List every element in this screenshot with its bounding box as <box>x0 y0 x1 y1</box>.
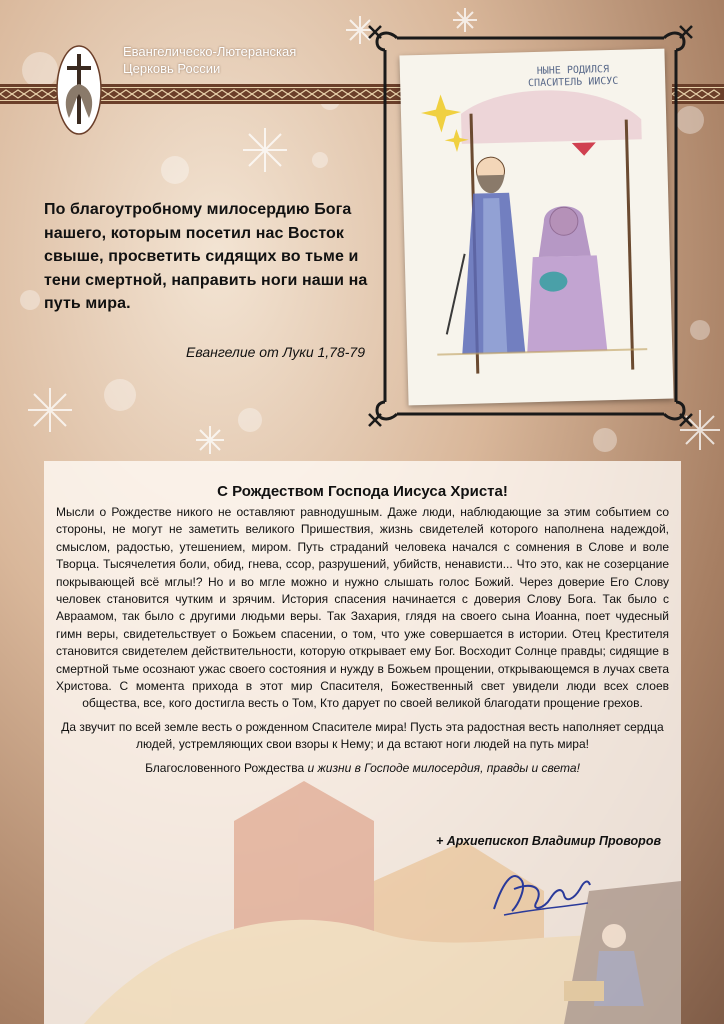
letter-paragraph-1: Мысли о Рождестве никого не оставляют равнодушным. Даже люди, наблюдающие за этим событием со стороны, не могут не заметить великого Пришествия, жизнь свидетелей которого наполнена надеждой, смыслом, радостью, утешением, миром. Путь страданий человека начался с сомнения в Слове и воле Творца. Тысячелетия боли, обид, гнева, ссор, разрушений, убийств, ненависти... Что это, как не созерцание покрывающей всё мглы!? Но и во мгле можно и нужно слышать голос Божий. Через доверие Его Слову человек становится чутким и зрячим. История спасения начинается с доверия Слову Бога. Так было с Авраамом, так было с другими людьми веры. Так Захария, глядя на своего сына Иоанна, поет чудесный гимн веры, свидетельствует о Божьем спасении, о том, что уже совершается в истории. Отец Крестителя становится свидетелем действительности, которую открывает ему Бог. Восходит Солнце правды; сидящие в смертной тьме осознают ужас своего состояния и нужду в Божьем прощении, открывающемся в лучах света Христова. С момента прихода в этот мир Спасителя, Божественный свет увидели люди всех слоев общества, все, кого достигла весть о Том, Кто дарует по своей великой благодати прощение грехов. <box>56 505 669 711</box>
organization-name-line2: Церковь России <box>123 61 221 76</box>
church-cross-emblem-icon <box>55 44 103 136</box>
handwritten-signature <box>484 859 594 921</box>
signature-name: + Архиепископ Владимир Проворов <box>435 834 661 848</box>
letter-title: С Рождеством Господа Иисуса Христа! <box>217 483 508 500</box>
drawing-caption-line1: НЫНЕ РОДИЛСЯ <box>536 64 610 77</box>
scripture-quote: По благоутробному милосердию Бога нашего, которым посетил нас Восток свыше, просветить сидящих во тьме и тени смертной, направить ноги наши на путь мира. <box>44 201 368 312</box>
scripture-reference: Евангелие от Луки 1,78-79 <box>186 344 365 360</box>
letter-panel <box>44 461 681 1024</box>
letter-paragraph-2: Да звучит по всей земле весть о рожденном Спасителе мира! Пусть эта радостная весть наполняет сердца людей, устремляющих свои взоры к Нему; и да встают ноги людей на путь мира! <box>61 719 664 752</box>
letter-blessing-italic: и жизни в Господе милосердия, правды и света! <box>307 760 580 775</box>
snowflake-icon <box>196 426 224 454</box>
letter-body <box>56 504 669 783</box>
organization-name <box>123 43 363 77</box>
letter-blessing <box>56 760 669 777</box>
drawing-caption-line2: СПАСИТЕЛЬ ИИСУС <box>527 75 619 90</box>
organization-name-line1: Евангелическо-Лютеранская <box>123 44 297 59</box>
snowflake-icon <box>28 388 72 432</box>
snowflake-icon <box>243 128 287 172</box>
star-icon <box>421 94 462 133</box>
nativity-drawing <box>399 49 673 406</box>
letter-blessing-normal: Благословенного Рождества <box>145 760 308 775</box>
drawing-caption <box>518 64 629 91</box>
